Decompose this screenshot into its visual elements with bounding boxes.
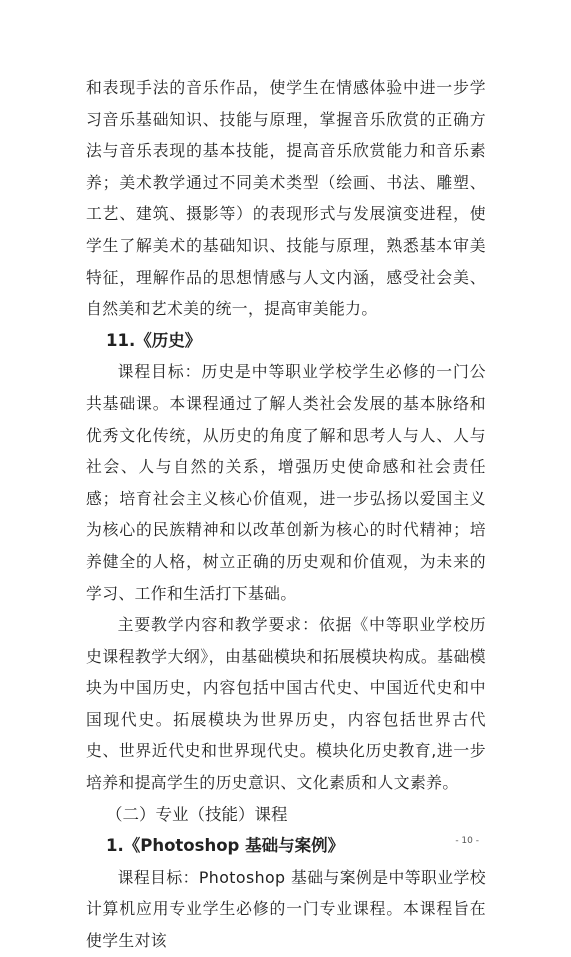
page-number: - 10 - — [455, 836, 479, 846]
paragraph-photoshop-goals: 课程目标：Photoshop 基础与案例是中等职业学校计算机应用专业学生必修的一门专业课程。本课程旨在使学生对该 — [86, 867, 486, 951]
heading-professional-courses: （二）专业（技能）课程 — [106, 804, 288, 824]
paragraph-history-content: 主要教学内容和教学要求：依据《中等职业学校历史课程教学大纲》，由基础模块和拓展模块构成。基础模块为中国历史，内容包括中国古代史、中国近代史和中国现代史。拓展模块为世界历史，内容包括世界古代史、世界近代史和世界现代史。模块化历史教育,进一步培养和提高学生的历史意识、文化素质和人文素养。 — [86, 615, 486, 793]
heading-history: 11.《历史》 — [106, 330, 202, 350]
paragraph-arts-education: 和表现手法的音乐作品，使学生在情感体验中进一步学习音乐基础知识、技能与原理，掌握音乐欣赏的正确方法与音乐表现的基本技能，提高音乐欣赏能力和音乐素养；美术教学通过不同美术类型（绘画、书法、雕塑、工艺、建筑、摄影等）的表现形式与发展演变进程，使学生了解美术的基础知识、技能与原理，熟悉基本审美特征，理解作品的思想情感与人文内涵，感受社会美、自然美和艺术美的统一，提高审美能力。 — [86, 78, 486, 319]
body-text — [86, 72, 486, 957]
paragraph-history-goals: 课程目标：历史是中等职业学校学生必修的一门公共基础课。本课程通过了解人类社会发展的基本脉络和优秀文化传统，从历史的角度了解和思考人与人、人与社会、人与自然的关系，增强历史使命感和社会责任感；培育社会主义核心价值观，进一步弘扬以爱国主义为核心的民族精神和以改革创新为核心的时代精神；培养健全的人格，树立正确的历史观和价值观，为未来的学习、工作和生活打下基础。 — [86, 362, 486, 603]
heading-photoshop: 1.《Photoshop 基础与案例》 — [106, 836, 345, 856]
